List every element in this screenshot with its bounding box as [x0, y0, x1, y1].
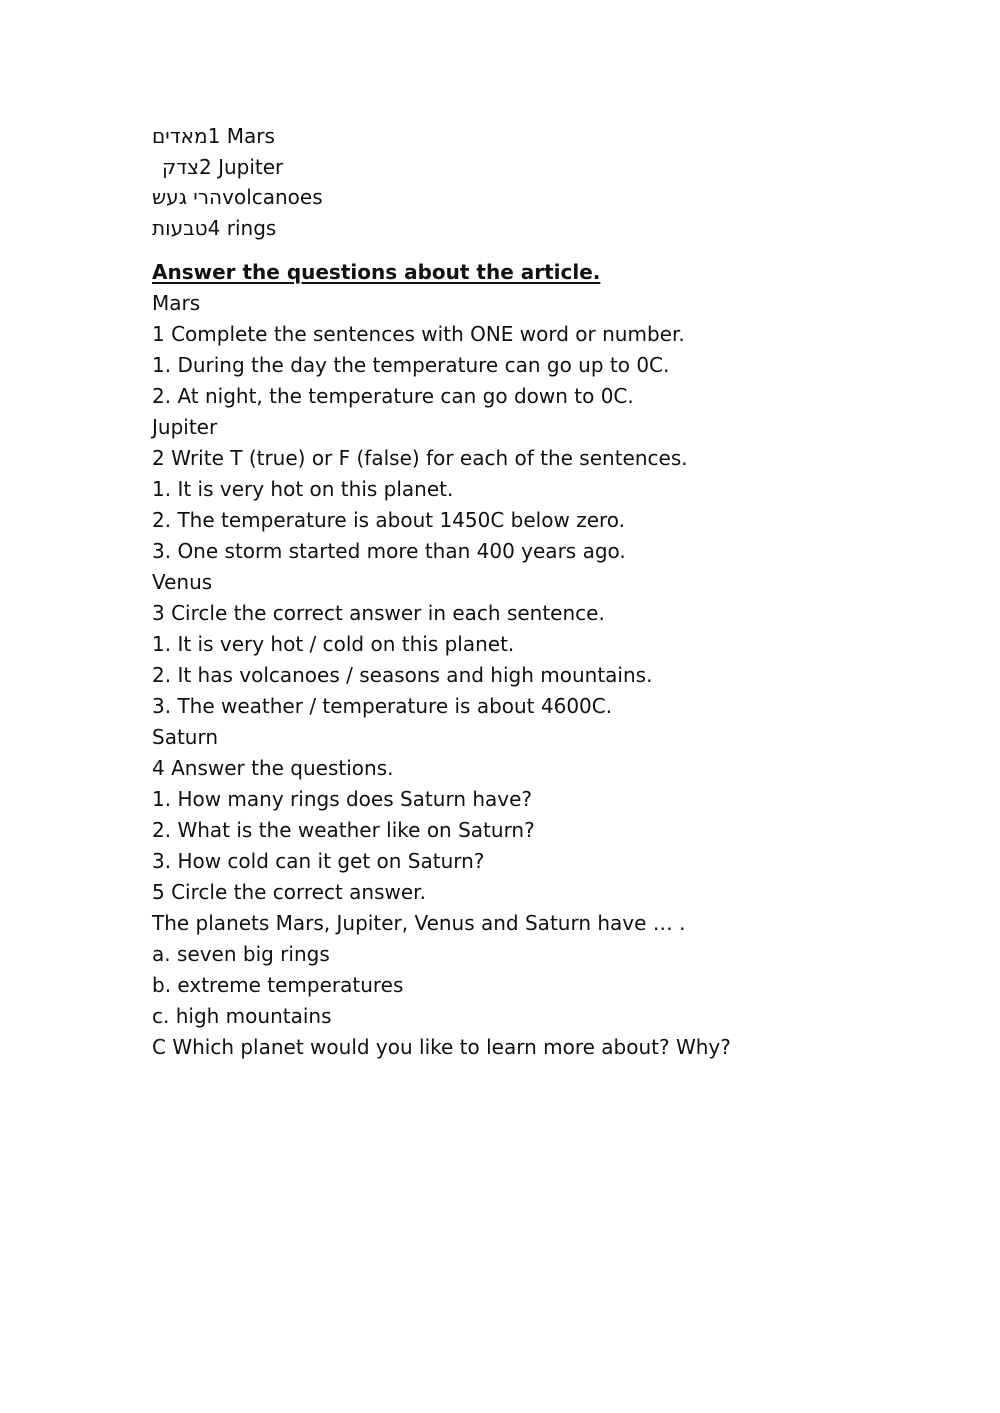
planet-title-venus: Venus: [152, 570, 213, 594]
exercise-item: 1. It is very hot / cold on this planet.: [152, 632, 515, 656]
worksheet-content: [152, 121, 912, 1063]
exercise-item: 2. It has volcanoes / seasons and high mountains.: [152, 663, 653, 687]
exercise-instruction: 3 Circle the correct answer in each sentence.: [152, 601, 605, 625]
exercise-instruction: 4 Answer the questions.: [152, 756, 394, 780]
exercise-item: 1. How many rings does Saturn have?: [152, 787, 533, 811]
vocab-hebrew: טבעות: [152, 215, 208, 240]
exercise-item: 2. The temperature is about 1450C below zero.: [152, 508, 626, 532]
section-heading: Answer the questions about the article.: [152, 260, 601, 284]
planet-title-mars: Mars: [152, 291, 201, 315]
exercise-instruction: 1 Complete the sentences with ONE word or number.: [152, 322, 685, 346]
planet-title-jupiter: Jupiter: [152, 415, 218, 439]
vocab-hebrew: צדק: [162, 154, 199, 179]
vocab-english: 2 Jupiter: [198, 154, 284, 179]
exercise-instruction: 5 Circle the correct answer.: [152, 880, 426, 904]
vocab-item-mars: [152, 121, 912, 152]
answer-option: b. extreme temperatures: [152, 973, 404, 997]
vocab-hebrew: הרי געש: [152, 185, 223, 209]
open-question: C Which planet would you like to learn more about? Why?: [152, 1035, 731, 1059]
exercise-item: 3. How cold can it get on Saturn?: [152, 849, 485, 873]
exercise-item: 3. The weather / temperature is about 4600C.: [152, 694, 613, 718]
answer-option: c. high mountains: [152, 1004, 332, 1028]
vocabulary-list: [152, 121, 912, 243]
exercise-item: 1. During the day the temperature can go up to 0C.: [152, 353, 670, 377]
vocab-item-rings: [152, 213, 912, 244]
exercise-item: 2. What is the weather like on Saturn?: [152, 818, 535, 842]
exercise-item: The planets Mars, Jupiter, Venus and Saturn have … .: [152, 911, 686, 935]
vocab-hebrew: מאדים: [152, 124, 208, 148]
vocab-english: volcanoes: [222, 185, 323, 209]
questions-list: [152, 288, 912, 1063]
exercise-instruction: 2 Write T (true) or F (false) for each of the sentences.: [152, 446, 688, 470]
vocab-english: 4 rings: [207, 215, 277, 240]
exercise-item: 3. One storm started more than 400 years ago.: [152, 539, 626, 563]
vocab-english: 1 Mars: [207, 124, 275, 148]
planet-title-saturn: Saturn: [152, 725, 219, 749]
vocab-item-volcanoes: [152, 182, 912, 213]
exercise-item: 2. At night, the temperature can go down to 0C.: [152, 384, 634, 408]
exercise-item: 1. It is very hot on this planet.: [152, 477, 454, 501]
answer-option: a. seven big rings: [152, 942, 330, 966]
vocab-item-jupiter: [152, 152, 912, 183]
spacer: [152, 243, 912, 257]
